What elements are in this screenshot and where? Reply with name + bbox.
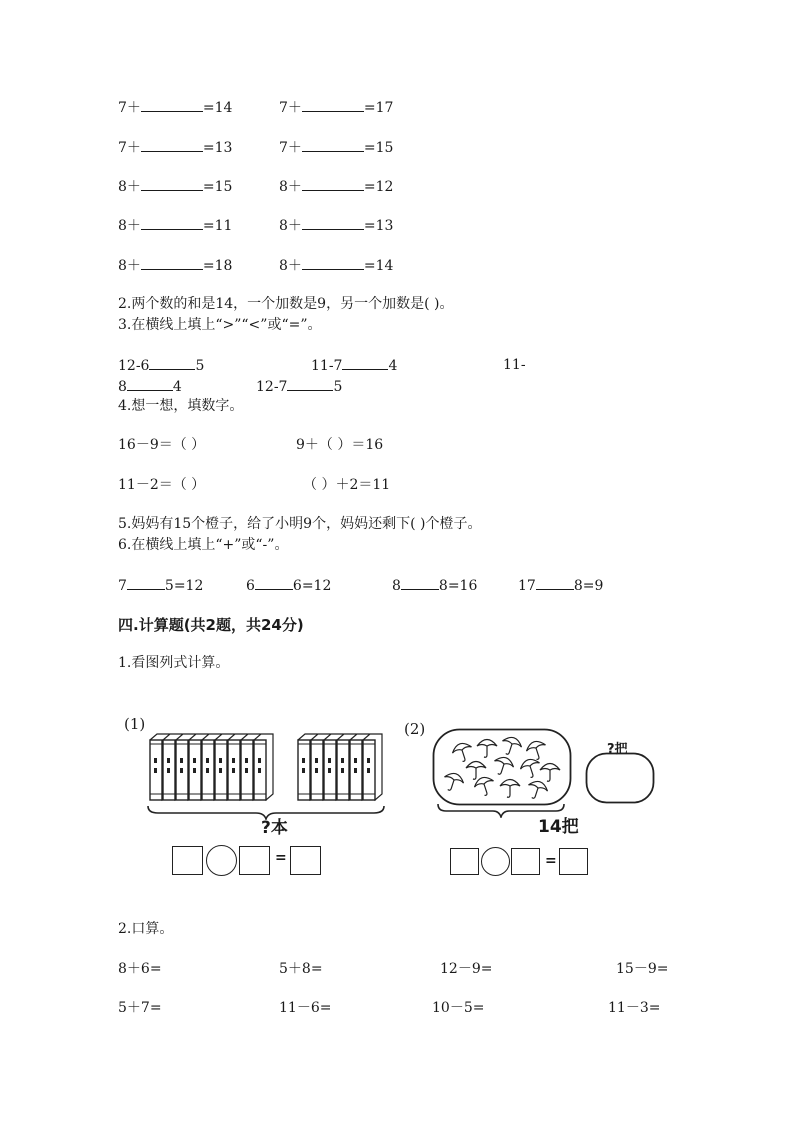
answer-blank[interactable] bbox=[141, 138, 203, 152]
equation-left: 7＋ bbox=[118, 140, 141, 156]
operand-right: 6=12 bbox=[292, 578, 332, 594]
question-3-title: 3.在横线上填上“>”“<”或“=”。 bbox=[118, 317, 322, 333]
question-5: 5.妈妈有15个橙子，给了小明9个，妈妈还剩下( )个橙子。 bbox=[118, 516, 482, 532]
figure-label-1: (1) bbox=[124, 715, 146, 733]
fill-equation bbox=[279, 138, 393, 157]
fill-equation bbox=[279, 216, 393, 235]
compare-right: 5 bbox=[333, 379, 343, 395]
book-icon bbox=[363, 734, 382, 800]
compare-right: 5 bbox=[195, 358, 205, 374]
equation-right: =18 bbox=[202, 258, 233, 274]
equation-left: 7＋ bbox=[118, 100, 141, 116]
answer-blank[interactable] bbox=[141, 256, 203, 270]
oral-calc-item: 10－5= bbox=[432, 1000, 485, 1016]
fill-number-2: 9＋（ ）＝16 bbox=[296, 437, 384, 453]
oral-calc-item: 11－6= bbox=[279, 1000, 332, 1016]
umbrella-icons bbox=[441, 735, 560, 802]
equation-left: 7＋ bbox=[279, 100, 302, 116]
answer-blank[interactable] bbox=[149, 356, 195, 370]
compare-left: 8 bbox=[118, 379, 127, 395]
compare-item-b bbox=[311, 356, 397, 375]
oral-calc-item: 5＋7= bbox=[118, 1000, 162, 1016]
sign-blank[interactable] bbox=[536, 576, 574, 590]
equals-sign: = bbox=[545, 853, 557, 869]
compare-item-d bbox=[256, 377, 342, 396]
books-total-label: ?本 bbox=[261, 818, 288, 838]
equation-left: 8＋ bbox=[118, 179, 141, 195]
umbrella-total-label: 14把 bbox=[538, 817, 579, 837]
answer-box[interactable] bbox=[290, 846, 321, 875]
equals-sign: = bbox=[275, 850, 287, 866]
operand-right: 5=12 bbox=[164, 578, 204, 594]
equation-left: 8＋ bbox=[118, 258, 141, 274]
books-illustration bbox=[146, 732, 388, 806]
operator-circle[interactable] bbox=[481, 847, 510, 876]
umbrella-icon bbox=[499, 735, 524, 758]
answer-box[interactable] bbox=[450, 848, 479, 875]
fill-equation bbox=[118, 98, 232, 117]
umbrella-group-illustration bbox=[432, 728, 572, 806]
compare-left: 11-7 bbox=[311, 358, 343, 374]
book-stack-right bbox=[298, 734, 382, 800]
sign-blank[interactable] bbox=[255, 576, 293, 590]
question-4-title: 4.想一想，填数字。 bbox=[118, 398, 244, 414]
fill-equation bbox=[118, 177, 232, 196]
compare-item-c-part1: 11- bbox=[503, 357, 526, 373]
fill-equation bbox=[279, 256, 393, 275]
fill-equation bbox=[118, 256, 232, 275]
answer-box[interactable] bbox=[239, 846, 270, 875]
oral-calc-item: 12－9= bbox=[440, 961, 493, 977]
answer-blank[interactable] bbox=[302, 98, 364, 112]
umbrella-icon bbox=[540, 764, 560, 782]
sign-blank[interactable] bbox=[127, 576, 165, 590]
equation-left: 8＋ bbox=[279, 179, 302, 195]
sign-fill-equation bbox=[392, 576, 477, 595]
equation-right: =13 bbox=[363, 218, 394, 234]
compare-item-c-part2 bbox=[118, 377, 182, 396]
book-icon bbox=[254, 734, 273, 800]
fill-number-3: 11－2＝（ ） bbox=[118, 477, 206, 493]
unknown-umbrella-label: ?把 bbox=[607, 742, 628, 757]
compare-item-a bbox=[118, 356, 204, 375]
answer-blank[interactable] bbox=[302, 216, 364, 230]
unknown-umbrella-box bbox=[585, 752, 655, 804]
equation-left: 8＋ bbox=[279, 258, 302, 274]
sign-fill-equation bbox=[118, 576, 203, 595]
compare-right: 4 bbox=[388, 358, 398, 374]
umbrella-icon bbox=[518, 757, 543, 780]
fill-number-1: 16－9＝（ ） bbox=[118, 437, 206, 453]
answer-blank[interactable] bbox=[141, 177, 203, 191]
operand-right: 8=16 bbox=[438, 578, 478, 594]
sign-fill-equation bbox=[518, 576, 603, 595]
oral-calc-item: 11－3= bbox=[608, 1000, 661, 1016]
answer-blank[interactable] bbox=[302, 177, 364, 191]
equation-right: =17 bbox=[363, 100, 394, 116]
equation-left: 8＋ bbox=[118, 218, 141, 234]
umbrella-icon bbox=[466, 762, 486, 780]
figure-label-2: (2) bbox=[404, 720, 426, 738]
operator-circle[interactable] bbox=[206, 845, 237, 876]
question-6-title: 6.在横线上填上“+”或“-”。 bbox=[118, 537, 289, 553]
umbrella-icon bbox=[491, 755, 516, 778]
equation-left: 8＋ bbox=[279, 218, 302, 234]
answer-blank[interactable] bbox=[287, 377, 333, 391]
answer-blank[interactable] bbox=[141, 98, 203, 112]
question-2: 2.两个数的和是14，一个加数是9，另一个加数是( )。 bbox=[118, 296, 454, 312]
equation-left: 7＋ bbox=[279, 140, 302, 156]
fill-equation bbox=[118, 138, 232, 157]
equation-right: =12 bbox=[363, 179, 394, 195]
equation-right: =14 bbox=[363, 258, 394, 274]
answer-blank[interactable] bbox=[141, 216, 203, 230]
book-stack-left bbox=[150, 734, 273, 800]
sign-blank[interactable] bbox=[401, 576, 439, 590]
umbrella-icon bbox=[524, 739, 549, 762]
operand-left: 6 bbox=[246, 578, 255, 594]
umbrella-icon bbox=[450, 741, 475, 764]
sign-fill-equation bbox=[246, 576, 331, 595]
oral-calc-item: 5＋8= bbox=[279, 961, 323, 977]
equation-right: =15 bbox=[363, 140, 394, 156]
umbrella-icon bbox=[441, 771, 466, 794]
operand-left: 8 bbox=[392, 578, 401, 594]
fill-equation bbox=[279, 98, 393, 117]
answer-blank[interactable] bbox=[302, 256, 364, 270]
answer-blank[interactable] bbox=[342, 356, 388, 370]
equation-right: =15 bbox=[202, 179, 233, 195]
section-heading: 四.计算题(共2题，共24分) bbox=[118, 616, 304, 634]
compare-right: 4 bbox=[172, 379, 182, 395]
subquestion-1-title: 1.看图列式计算。 bbox=[118, 655, 230, 671]
umbrella-icon bbox=[525, 779, 550, 802]
answer-blank[interactable] bbox=[127, 377, 173, 391]
compare-left: 12-6 bbox=[118, 358, 150, 374]
operand-right: 8=9 bbox=[573, 578, 604, 594]
equation-right: =13 bbox=[202, 140, 233, 156]
operand-left: 17 bbox=[518, 578, 536, 594]
fill-number-4: （ ）＋2＝11 bbox=[303, 477, 391, 493]
answer-box[interactable] bbox=[511, 848, 540, 875]
oral-calc-item: 15－9= bbox=[616, 961, 669, 977]
compare-left: 12-7 bbox=[256, 379, 288, 395]
equation-right: =11 bbox=[202, 218, 233, 234]
umbrella-icon bbox=[500, 780, 520, 798]
umbrella-icon bbox=[477, 740, 497, 758]
oral-calc-item: 8＋6= bbox=[118, 961, 162, 977]
answer-blank[interactable] bbox=[302, 138, 364, 152]
answer-box[interactable] bbox=[172, 846, 203, 875]
subquestion-2-title: 2.口算。 bbox=[118, 921, 174, 937]
answer-box[interactable] bbox=[559, 848, 588, 875]
fill-equation bbox=[279, 177, 393, 196]
fill-equation bbox=[118, 216, 232, 235]
operand-left: 7 bbox=[118, 578, 127, 594]
equation-right: =14 bbox=[202, 100, 233, 116]
